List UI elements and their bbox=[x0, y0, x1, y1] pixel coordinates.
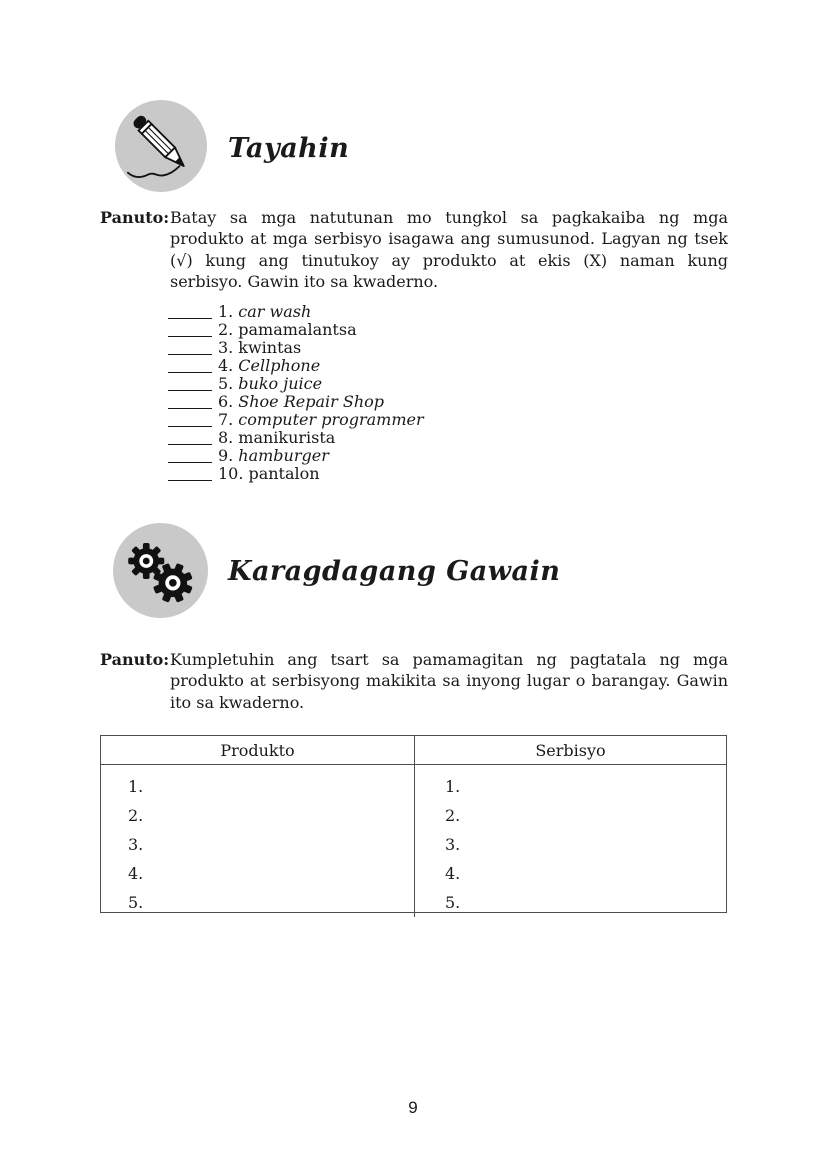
item-number: 3. bbox=[218, 338, 234, 357]
table-column-serbisyo bbox=[414, 765, 726, 917]
checklist-item bbox=[168, 447, 424, 465]
tayahin-instructions bbox=[100, 207, 730, 293]
item-number: 5. bbox=[218, 374, 234, 393]
item-label: Shoe Repair Shop bbox=[238, 392, 385, 411]
section-icon-badge bbox=[113, 523, 208, 618]
item-label: kwintas bbox=[238, 338, 302, 357]
item-label: car wash bbox=[238, 302, 312, 321]
checklist bbox=[168, 303, 424, 483]
table-row: 1. bbox=[128, 777, 144, 796]
answer-blank bbox=[168, 372, 212, 373]
checklist-item bbox=[168, 321, 424, 339]
item-number: 10. bbox=[218, 464, 244, 483]
table-header-produkto: Produkto bbox=[101, 736, 414, 765]
checklist-item bbox=[168, 411, 424, 429]
item-label: hamburger bbox=[238, 446, 329, 465]
answer-blank bbox=[168, 336, 212, 337]
item-label: pamamalantsa bbox=[238, 320, 357, 339]
answer-blank bbox=[168, 390, 212, 391]
item-label: pantalon bbox=[248, 464, 320, 483]
item-number: 2. bbox=[218, 320, 234, 339]
gears-icon bbox=[113, 523, 208, 618]
checklist-item bbox=[168, 303, 424, 321]
table-row: 4. bbox=[128, 864, 144, 883]
page-number: 9 bbox=[408, 1098, 418, 1117]
answer-blank bbox=[168, 462, 212, 463]
item-number: 8. bbox=[218, 428, 234, 447]
table-row: 2. bbox=[128, 806, 144, 825]
pencil-icon bbox=[115, 100, 207, 192]
item-number: 7. bbox=[218, 410, 234, 429]
answer-blank bbox=[168, 318, 212, 319]
table-row: 3. bbox=[445, 835, 461, 854]
item-number: 1. bbox=[218, 302, 234, 321]
answer-blank bbox=[168, 480, 212, 481]
answer-blank bbox=[168, 426, 212, 427]
answer-blank bbox=[168, 354, 212, 355]
item-label: buko juice bbox=[238, 374, 323, 393]
table-row: 5. bbox=[445, 893, 461, 912]
section-title-karagdagang-gawain: Karagdagang Gawain bbox=[228, 556, 561, 587]
item-number: 6. bbox=[218, 392, 234, 411]
karagdagang-gawain-instructions bbox=[100, 649, 730, 713]
table-header-serbisyo: Serbisyo bbox=[414, 736, 726, 765]
item-label: Cellphone bbox=[238, 356, 321, 375]
answer-blank bbox=[168, 444, 212, 445]
checklist-item bbox=[168, 429, 424, 447]
table-row: 4. bbox=[445, 864, 461, 883]
checklist-item bbox=[168, 465, 424, 483]
checklist-item bbox=[168, 375, 424, 393]
answer-blank bbox=[168, 408, 212, 409]
item-number: 9. bbox=[218, 446, 234, 465]
section-icon-badge bbox=[115, 100, 207, 192]
panuto-label: Panuto: bbox=[100, 208, 170, 227]
checklist-item bbox=[168, 357, 424, 375]
table-column-produkto bbox=[101, 765, 414, 917]
table-row: 2. bbox=[445, 806, 461, 825]
panuto-label: Panuto: bbox=[100, 650, 170, 669]
item-label: manikurista bbox=[238, 428, 336, 447]
table-row: 5. bbox=[128, 893, 144, 912]
table-row: 1. bbox=[445, 777, 461, 796]
item-number: 4. bbox=[218, 356, 234, 375]
panuto-text: Kumpletuhin ang tsart sa pamamagitan ng pagtatala ng mga produkto at serbisyong makikita sa inyong lugar o barangay. Gawin ito sa kwaderno. bbox=[170, 650, 728, 712]
checklist-item bbox=[168, 393, 424, 411]
table-row: 3. bbox=[128, 835, 144, 854]
produkto-serbisyo-table bbox=[100, 735, 727, 913]
item-label: computer programmer bbox=[238, 410, 424, 429]
section-title-tayahin: Tayahin bbox=[228, 133, 350, 164]
panuto-text: Batay sa mga natutunan mo tungkol sa pagkakaiba ng mga produkto at mga serbisyo isagawa ang sumusunod. Lagyan ng tsek (√) kung ang tinutukoy ay produkto at ekis (X) naman kung serbisyo. Gawin ito sa kwaderno. bbox=[170, 208, 728, 292]
checklist-item bbox=[168, 339, 424, 357]
